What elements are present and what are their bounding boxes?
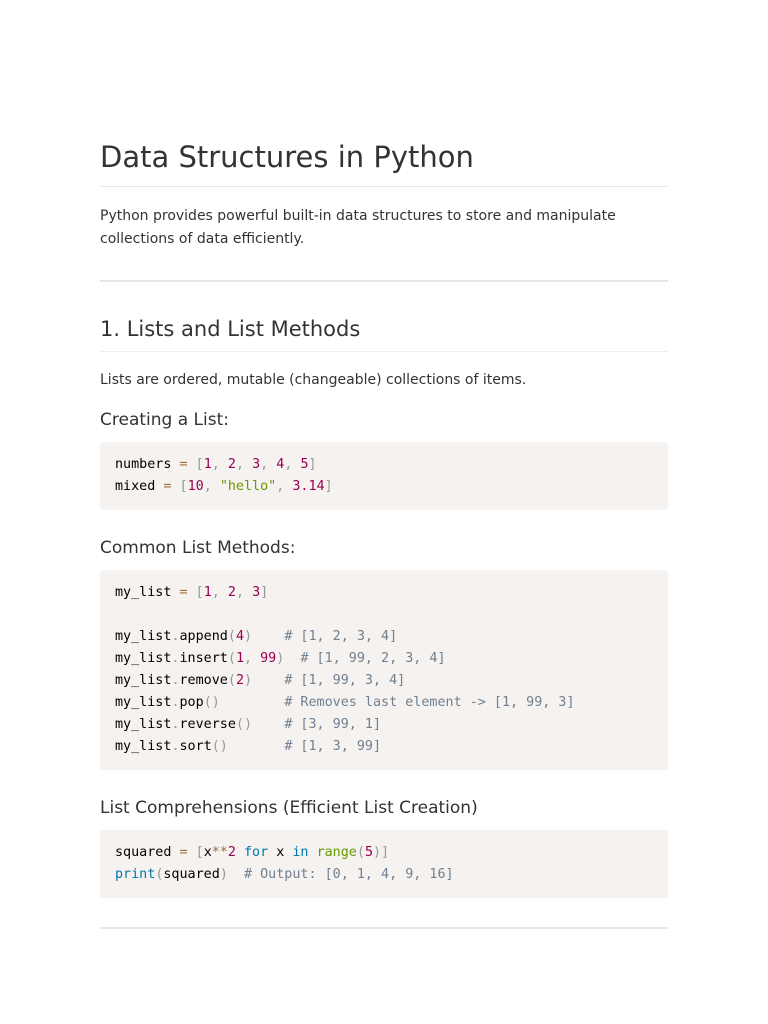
- code-token: numbers: [115, 457, 172, 472]
- intro-paragraph: Python provides powerful built-in data structures to store and manipulate collections of data efficiently.: [100, 208, 616, 247]
- code-block-list-comprehension[interactable]: squared = [x**2 for x in range(5)] print(squared) # Output: [0, 1, 4, 9, 16]: [100, 830, 668, 898]
- subheading-creating-list: Creating a List:: [100, 410, 229, 430]
- code-block-creating-list[interactable]: numbers = [1, 2, 3, 4, 5] mixed = [10, "hello", 3.14]: [100, 442, 668, 510]
- divider: [100, 280, 668, 282]
- divider-bottom: [100, 927, 668, 929]
- code-block-list-methods[interactable]: my_list = [1, 2, 3] my_list.append(4) # [1, 2, 3, 4] my_list.insert(1, 99) # [1, 99, 2, 3, 4] my_list.remove(2) # [1, 99, 3, 4] my_list.pop() # Removes last element -> [1, 99, 3] my_list.reverse() # [3, 99, 1] my_list.sort() # [1, 3, 99]: [100, 570, 668, 770]
- page-title: Data Structures in Python: [100, 138, 668, 187]
- section-heading-lists: 1. Lists and List Methods: [100, 315, 668, 352]
- subheading-list-methods: Common List Methods:: [100, 538, 296, 558]
- article: [100, 138, 668, 929]
- section-description: Lists are ordered, mutable (changeable) collections of items.: [100, 372, 527, 388]
- subheading-list-comprehensions: List Comprehensions (Efficient List Creation): [100, 798, 478, 818]
